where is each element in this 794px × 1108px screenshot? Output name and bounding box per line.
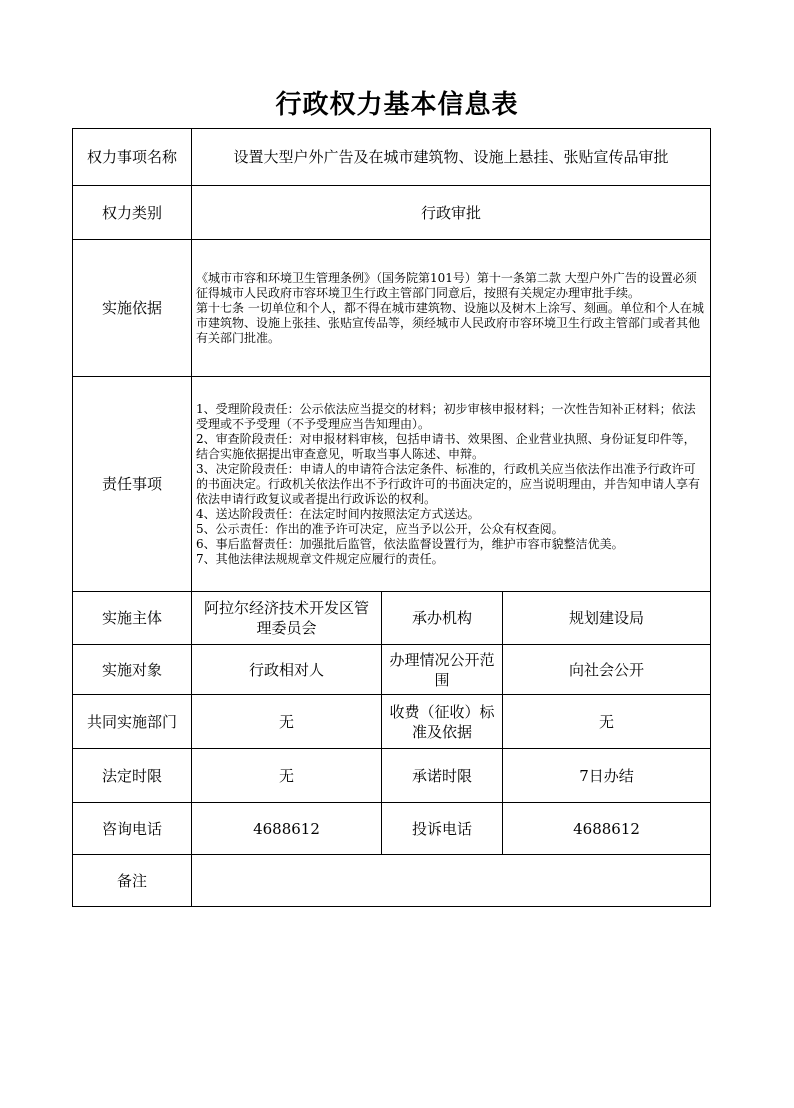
value-basis	[192, 240, 711, 377]
row-responsibility	[73, 377, 711, 592]
value-subject: 阿拉尔经济技术开发区管理委员会	[192, 592, 382, 645]
label-handling-agency: 承办机构	[382, 592, 503, 645]
label-responsibility: 责任事项	[73, 377, 192, 592]
label-category: 权力类别	[73, 186, 192, 240]
row-remark	[73, 855, 711, 907]
value-legal-limit: 无	[192, 749, 382, 803]
value-complaint-phone: 4688612	[503, 803, 711, 855]
row-basis	[73, 240, 711, 377]
responsibility-item: 3、决定阶段责任：申请人的申请符合法定条件、标准的，行政机关应当依法作出准予行政许可的书面决定。行政机关依法作出不予行政许可的书面决定的，应当说明理由，并告知申请人享有依法申请行政复议或者提出行政诉讼的权利。	[196, 461, 701, 506]
page-title: 行政权力基本信息表	[275, 90, 519, 120]
label-joint-department: 共同实施部门	[73, 695, 192, 749]
responsibility-item: 5、公示责任：作出的准予许可决定，应当予以公开，公众有权查阅。	[196, 521, 564, 536]
basis-paragraph: 《城市市容和环境卫生管理条例》（国务院第101号）第十一条第二款 大型户外广告的设置必须征得城市人民政府市容环境卫生行政主管部门同意后，按照有关规定办理审批手续。	[196, 270, 697, 300]
value-object: 行政相对人	[192, 645, 382, 695]
responsibility-item: 4、送达阶段责任：在法定时间内按照法定方式送达。	[196, 506, 480, 521]
responsibility-item: 6、事后监督责任：加强批后监管，依法监督设置行为，维护市容市貌整洁优美。	[196, 536, 624, 551]
label-complaint-phone: 投诉电话	[382, 803, 503, 855]
value-handling-agency: 规划建设局	[503, 592, 711, 645]
label-basis: 实施依据	[73, 240, 192, 377]
value-name: 设置大型户外广告及在城市建筑物、设施上悬挂、张贴宣传品审批	[192, 129, 711, 186]
value-joint-department: 无	[192, 695, 382, 749]
basis-paragraph: 第十七条 一切单位和个人，都不得在城市建筑物、设施以及树木上涂写、刻画。单位和个人在城市建筑物、设施上张挂、张贴宣传品等，须经城市人民政府市容环境卫生行政主管部门或者其他有关部门批准。	[196, 300, 704, 345]
value-disclosure-scope: 向社会公开	[503, 645, 711, 695]
row-name	[73, 129, 711, 186]
label-subject: 实施主体	[73, 592, 192, 645]
row-phone	[73, 803, 711, 855]
label-promised-limit: 承诺时限	[382, 749, 503, 803]
value-promised-limit: 7日办结	[503, 749, 711, 803]
label-name: 权力事项名称	[73, 129, 192, 186]
row-limit	[73, 749, 711, 803]
value-responsibility	[192, 377, 711, 592]
row-joint	[73, 695, 711, 749]
label-consult-phone: 咨询电话	[73, 803, 192, 855]
value-category: 行政审批	[192, 186, 711, 240]
label-fee-standard: 收费（征收）标准及依据	[382, 695, 503, 749]
responsibility-item: 7、其他法律法规规章文件规定应履行的责任。	[196, 551, 444, 566]
value-fee-standard: 无	[503, 695, 711, 749]
responsibility-item: 2、审查阶段责任：对申报材料审核，包括申请书、效果图、企业营业执照、身份证复印件等，结合实施依据提出审查意见，听取当事人陈述、申辩。	[196, 431, 696, 461]
label-legal-limit: 法定时限	[73, 749, 192, 803]
row-subject	[73, 592, 711, 645]
label-disclosure-scope: 办理情况公开范围	[382, 645, 503, 695]
responsibility-item: 1、受理阶段责任：公示依法应当提交的材料；初步审核申报材料；一次性告知补正材料；依法受理或不予受理（不予受理应当告知理由）。	[196, 401, 696, 431]
row-object	[73, 645, 711, 695]
value-consult-phone: 4688612	[192, 803, 382, 855]
label-object: 实施对象	[73, 645, 192, 695]
value-remark	[192, 855, 711, 907]
info-table	[72, 128, 711, 907]
label-remark: 备注	[73, 855, 192, 907]
row-category	[73, 186, 711, 240]
